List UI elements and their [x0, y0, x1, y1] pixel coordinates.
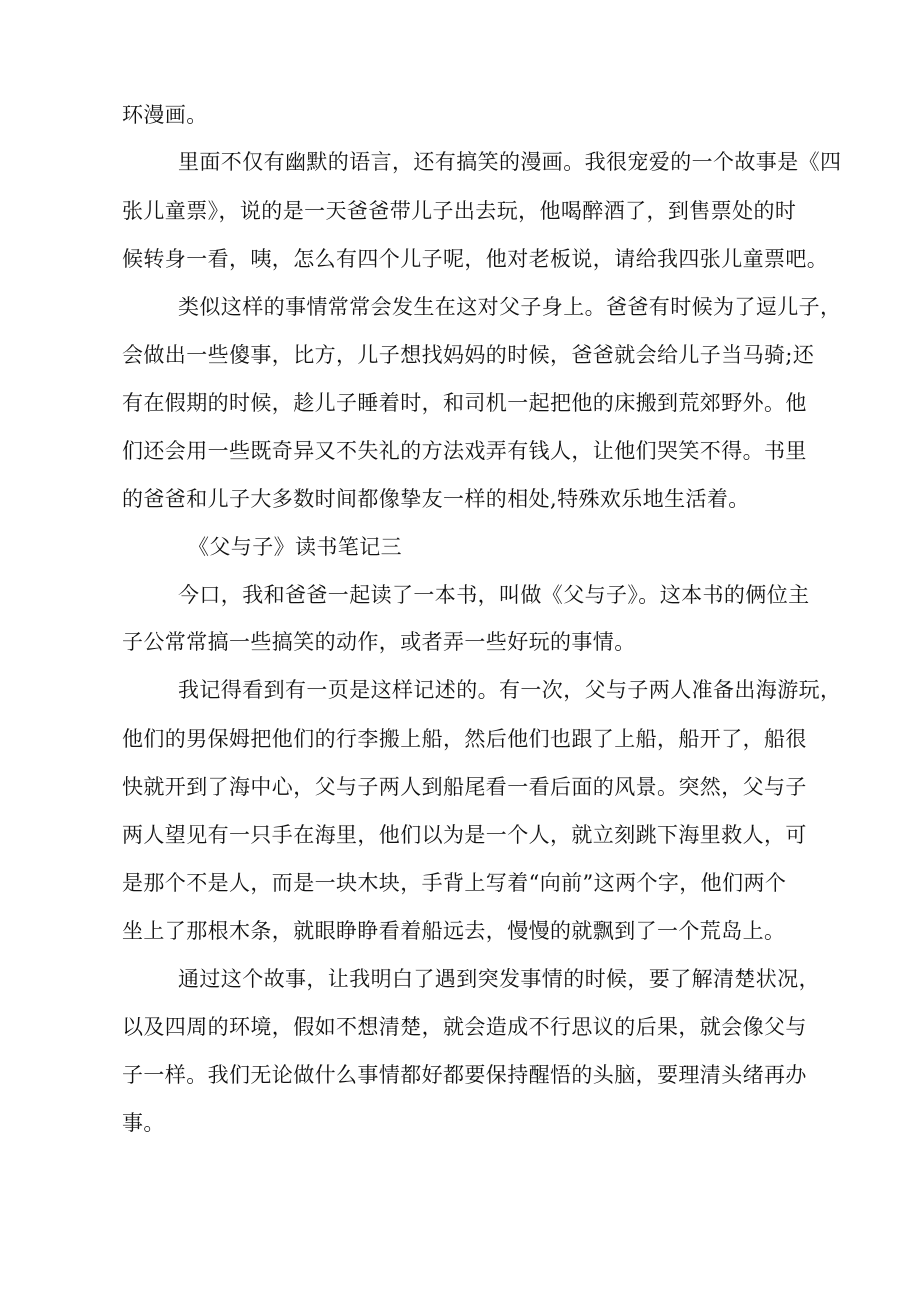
text-line: 张儿童票》，说的是一天爸爸带儿子出去玩，他喝醉酒了，到售票处的时	[122, 199, 797, 223]
text-line: 里面不仅有幽默的语言，还有搞笑的漫画。我很宠爱的一个故事是《四	[178, 150, 842, 174]
text-line: 会做出一些傻事，比方，儿子想找妈妈的时候，爸爸就会给儿子当马骑;还	[122, 343, 815, 367]
text-line: 以及四周的环境，假如不想清楚，就会造成不行思议的后果，就会像父与	[122, 1015, 807, 1039]
text-line: 今口，我和爸爸一起读了一本书，叫做《父与子》。这本书的俩位主	[178, 583, 810, 607]
text-line: 两人望见有一只手在海里，他们以为是一个人，就立刻跳下海里救人，可	[122, 823, 807, 847]
text-line: 们还会用一些既奇异又不失礼的方法戏弄有钱人，让他们哭笑不得。书里	[122, 439, 807, 463]
text-line: 他们的男保姆把他们的行李搬上船，然后他们也跟了上船，船开了，船很	[122, 727, 807, 751]
text-line: 是那个不是人，而是一块木块，手背上写着“向前”这两个字，他们两个	[122, 871, 787, 895]
text-line: 事。	[122, 1111, 165, 1135]
section-heading: 《父与子》读书笔记三	[188, 535, 402, 559]
text-line: 候转身一看，咦，怎么有四个儿子呢，他对老板说，请给我四张儿童票吧。	[122, 247, 829, 271]
text-line: 的爸爸和儿子大多数时间都像挚友一样的相处,特殊欢乐地生活着。	[122, 487, 750, 511]
text-line: 我记得看到有一页是这样记述的。有一次，父与子两人准备出海游玩，	[178, 678, 842, 702]
text-line: 子公常常搞一些搞笑的动作，或者弄一些好玩的事情。	[122, 630, 636, 654]
text-line: 环漫画。	[122, 103, 208, 127]
text-line: 快就开到了海中心，父与子两人到船尾看一看后面的风景。突然，父与子	[122, 775, 807, 799]
text-line: 通过这个故事，让我明白了遇到突发事情的时候，要了解清楚状况，	[178, 967, 820, 991]
text-line: 子一样。我们无论做什么事情都好都要保持醒悟的头脑，要理清头绪再办	[122, 1063, 807, 1087]
text-line: 类似这样的事情常常会发生在这对父子身上。爸爸有时候为了逗儿子，	[178, 295, 842, 319]
text-line: 有在假期的时候，趁儿子睡着时，和司机一起把他的床搬到荒郊野外。他	[122, 391, 807, 415]
text-line: 坐上了那根木条，就眼睁睁看着船远去，慢慢的就飘到了一个荒岛上。	[122, 919, 786, 943]
